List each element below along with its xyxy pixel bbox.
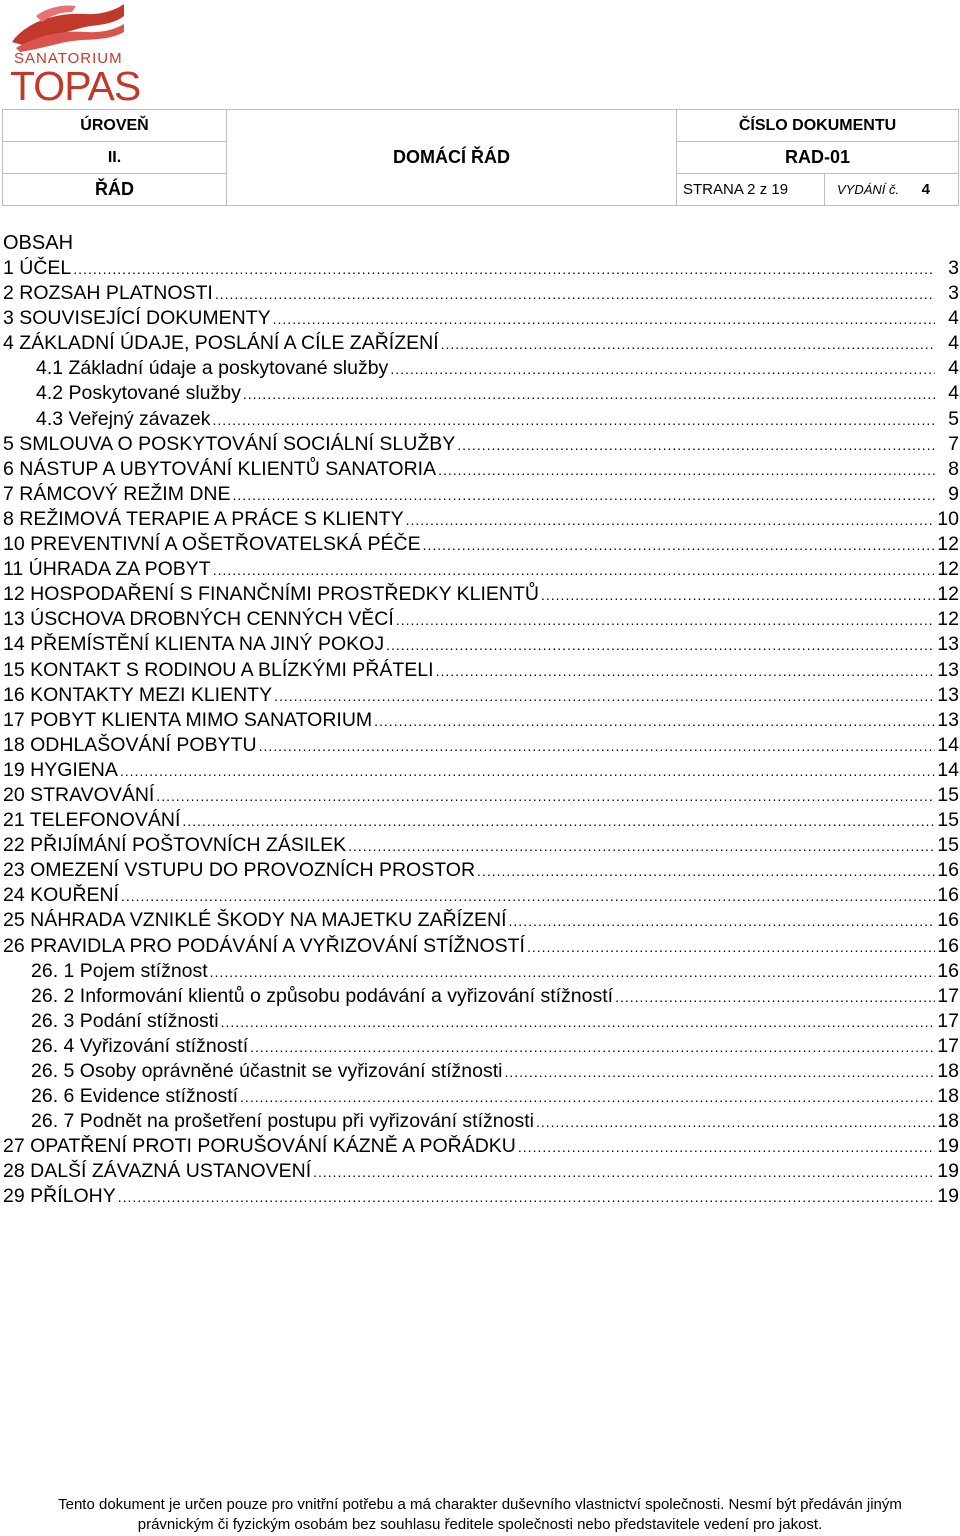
toc-entry[interactable] — [3, 607, 959, 632]
toc-dot-leader — [518, 1135, 935, 1160]
toc-entry-label: 25 NÁHRADA VZNIKLÉ ŠKODY NA MAJETKU ZAŘÍZENÍ — [3, 909, 507, 932]
toc-dot-leader — [396, 608, 935, 633]
toc-title: OBSAH — [3, 232, 74, 254]
toc-dot-leader — [505, 1060, 936, 1085]
toc-entry-label: 28 DALŠÍ ZÁVAZNÁ USTANOVENÍ — [3, 1160, 312, 1183]
document-type: ŘÁD — [3, 174, 227, 206]
toc-entry-label: 27 OPATŘENÍ PROTI PORUŠOVÁNÍ KÁZNĚ A POŘÁDKU — [3, 1135, 516, 1158]
footer-line-2: právnickým či fyzickým osobám bez souhlasu ředitele společnosti nebo představitele vedení pro jakost. — [137, 1516, 823, 1533]
toc-entry[interactable] — [3, 557, 959, 582]
toc-dot-leader — [250, 1035, 935, 1060]
toc-entry-page: 16 — [937, 859, 959, 882]
level-label: ÚROVEŇ — [3, 110, 227, 142]
toc-entry[interactable] — [3, 632, 959, 657]
toc-entry-label: 26. 5 Osoby oprávněné účastnit se vyřizování stížnosti — [31, 1060, 503, 1082]
toc-entry[interactable] — [3, 331, 959, 356]
toc-entry-page: 13 — [937, 658, 959, 681]
toc-dot-leader — [118, 1185, 935, 1210]
toc-entry-page: 9 — [948, 482, 959, 505]
toc-dot-leader — [438, 458, 935, 483]
toc-entry-label: 1 ÚČEL — [3, 257, 72, 279]
toc-entry[interactable] — [3, 808, 959, 833]
toc-entry-page: 19 — [937, 1185, 959, 1208]
company-logo — [6, 2, 141, 109]
toc-entry-page: 7 — [948, 432, 959, 455]
toc-entry[interactable] — [3, 532, 959, 557]
toc-entry-label: 12 HOSPODAŘENÍ S FINANČNÍMI PROSTŘEDKY KLIENTŮ — [3, 583, 539, 606]
logo-text-topas: TOPAS — [10, 63, 141, 109]
toc-entry-label: 4 ZÁKLADNÍ ÚDAJE, POSLÁNÍ A CÍLE ZAŘÍZENÍ — [3, 332, 439, 355]
confidentiality-footer — [0, 1495, 960, 1535]
toc-dot-leader — [273, 307, 935, 332]
toc-dot-leader — [436, 659, 935, 684]
toc-entry-page: 4 — [948, 382, 959, 405]
toc-entry-label: 4.1 Základní údaje a poskytované služby — [36, 357, 389, 380]
toc-entry-label: 26. 7 Podnět na prošetření postupu při vyřizování stížnosti — [31, 1110, 534, 1133]
footer-line-1: Tento dokument je určen pouze pro vnitřní potřebu a má charakter duševního vlastnictví společnosti. Nesmí být předáván jiným — [58, 1496, 902, 1513]
toc-entry[interactable] — [3, 256, 959, 281]
level-value: II. — [3, 142, 227, 174]
toc-entry-page: 17 — [937, 1034, 959, 1057]
toc-entry-page: 13 — [937, 633, 959, 656]
toc-entry-page: 16 — [937, 909, 959, 932]
toc-entry-label: 26. 3 Podání stížnosti — [31, 1009, 219, 1032]
toc-entry[interactable] — [3, 708, 959, 733]
toc-entry-label: 19 HYGIENA — [3, 758, 118, 781]
toc-entry-page: 19 — [937, 1160, 959, 1183]
toc-entry-label: 13 ÚSCHOVA DROBNÝCH CENNÝCH VĚCÍ — [3, 608, 394, 631]
toc-entry[interactable] — [3, 683, 959, 708]
toc-entry-page: 19 — [937, 1135, 959, 1158]
toc-dot-leader — [374, 709, 935, 734]
toc-entry-page: 4 — [948, 307, 959, 330]
toc-dot-leader — [527, 935, 935, 960]
toc-entry-label: 22 PŘIJÍMÁNÍ POŠTOVNÍCH ZÁSILEK — [3, 834, 347, 857]
toc-entry-label: 15 KONTAKT S RODINOU A BLÍZKÝMI PŘÁTELI — [3, 658, 434, 681]
toc-entry[interactable] — [3, 934, 959, 959]
toc-entry[interactable] — [3, 1134, 959, 1159]
toc-entry-label: 2 ROZSAH PLATNOSTI — [3, 282, 213, 305]
toc-dot-leader — [121, 884, 935, 909]
document-number-label: ČÍSLO DOKUMENTU — [677, 110, 959, 142]
toc-dot-leader — [441, 332, 935, 357]
toc-entry-page: 15 — [937, 809, 959, 832]
toc-entry[interactable] — [3, 984, 959, 1009]
toc-entry-label: 20 STRAVOVÁNÍ — [3, 783, 155, 806]
toc-entry[interactable] — [3, 482, 959, 507]
toc-entry[interactable] — [3, 758, 959, 783]
toc-entry-page: 14 — [937, 758, 959, 781]
toc-entry[interactable] — [3, 1009, 959, 1034]
toc-dot-leader — [423, 533, 935, 558]
toc-entry-page: 12 — [937, 558, 959, 581]
toc-entry-label: 16 KONTAKTY MEZI KLIENTY — [3, 683, 273, 706]
toc-entry-label: 26 PRAVIDLA PRO PODÁVÁNÍ A VYŘIZOVÁNÍ STÍŽNOSTÍ — [3, 934, 525, 957]
toc-entry-page: 17 — [937, 984, 959, 1007]
edition-cell — [825, 174, 959, 206]
document-title: DOMÁCÍ ŘÁD — [227, 110, 677, 206]
document-header-table — [2, 109, 959, 206]
toc-entry-label: 3 SOUVISEJÍCÍ DOKUMENTY — [3, 307, 271, 330]
toc-entry-page: 15 — [937, 783, 959, 806]
toc-entry[interactable] — [3, 356, 959, 381]
toc-entry-page: 10 — [937, 507, 959, 530]
toc-entry[interactable] — [3, 582, 959, 607]
toc-entry-label: 5 SMLOUVA O POSKYTOVÁNÍ SOCIÁLNÍ SLUŽBY — [3, 432, 456, 455]
toc-dot-leader — [221, 1010, 935, 1035]
toc-entry-label: 17 POBYT KLIENTA MIMO SANATORIUM — [3, 708, 373, 731]
toc-entry-page: 12 — [937, 583, 959, 606]
toc-dot-leader — [348, 834, 935, 859]
page-indicator: STRANA 2 z 19 — [677, 174, 825, 206]
toc-entry[interactable] — [3, 833, 959, 858]
toc-entry-label: 26. 6 Evidence stížností — [31, 1085, 239, 1108]
toc-entry[interactable] — [3, 1109, 959, 1134]
toc-entry[interactable] — [3, 1159, 959, 1184]
toc-dot-leader — [390, 357, 935, 382]
toc-entry[interactable] — [3, 457, 959, 482]
toc-entry-label: 10 PREVENTIVNÍ A OŠETŘOVATELSKÁ PÉČE — [3, 533, 421, 556]
toc-entry[interactable] — [3, 908, 959, 933]
toc-dot-leader — [259, 734, 935, 759]
toc-entry[interactable] — [3, 783, 959, 808]
toc-entry-page: 18 — [937, 1110, 959, 1133]
toc-entry-page: 5 — [948, 407, 959, 430]
toc-entry-label: 6 NÁSTUP A UBYTOVÁNÍ KLIENTŮ SANATORIA — [3, 457, 437, 480]
toc-entry[interactable] — [3, 883, 959, 908]
toc-entry-label: 23 OMEZENÍ VSTUPU DO PROVOZNÍCH PROSTOR — [3, 859, 476, 882]
toc-entry-label: 11 ÚHRADA ZA POBYT — [3, 558, 211, 581]
toc-entry[interactable] — [3, 507, 959, 532]
toc-dot-leader — [386, 633, 935, 658]
toc-entry-label: 18 ODHLAŠOVÁNÍ POBYTU — [3, 733, 257, 756]
toc-entry-label: 21 TELEFONOVÁNÍ — [3, 809, 181, 832]
toc-entry-label: 7 RÁMCOVÝ REŽIM DNE — [3, 482, 231, 505]
toc-dot-leader — [182, 809, 935, 834]
toc-entry[interactable] — [3, 1034, 959, 1059]
hands-logo-icon — [6, 2, 128, 52]
toc-dot-leader — [215, 282, 935, 307]
toc-entry-page: 16 — [937, 959, 959, 982]
toc-entry-page: 12 — [937, 533, 959, 556]
edition-value: 4 — [921, 180, 930, 198]
toc-list — [3, 256, 959, 1210]
toc-entry-page: 4 — [948, 332, 959, 355]
toc-entry-page: 12 — [937, 608, 959, 631]
toc-entry-label: 26. 4 Vyřizování stížností — [31, 1034, 249, 1057]
toc-dot-leader — [120, 759, 935, 784]
edition-label: VYDÁNÍ č. — [837, 181, 900, 197]
toc-entry-page: 18 — [937, 1085, 959, 1108]
toc-dot-leader — [274, 684, 935, 709]
toc-entry-label: 4.3 Veřejný závazek — [36, 407, 211, 430]
toc-dot-leader — [313, 1160, 935, 1185]
toc-entry[interactable] — [3, 733, 959, 758]
toc-dot-leader — [536, 1110, 935, 1135]
table-of-contents — [3, 231, 959, 1210]
toc-dot-leader — [509, 909, 935, 934]
logo-text-sanatorium: SANATORIUM — [14, 50, 123, 67]
toc-entry-page: 15 — [937, 834, 959, 857]
toc-entry-label: 29 PŘÍLOHY — [3, 1185, 116, 1208]
toc-entry[interactable] — [3, 658, 959, 683]
toc-entry-page: 17 — [937, 1009, 959, 1032]
toc-dot-leader — [210, 960, 935, 985]
toc-entry-page: 16 — [937, 934, 959, 957]
toc-entry-label: 24 KOUŘENÍ — [3, 884, 119, 907]
toc-entry-page: 3 — [948, 257, 959, 279]
toc-dot-leader — [406, 508, 935, 533]
toc-entry-label: 14 PŘEMÍSTĚNÍ KLIENTA NA JINÝ POKOJ — [3, 633, 385, 656]
toc-entry[interactable] — [3, 1084, 959, 1109]
toc-dot-leader — [541, 583, 935, 608]
document-number-value: RAD-01 — [677, 142, 959, 174]
toc-entry[interactable] — [3, 381, 959, 406]
toc-entry-page: 18 — [937, 1060, 959, 1082]
toc-dot-leader — [240, 1085, 935, 1110]
toc-dot-leader — [156, 784, 935, 809]
toc-entry[interactable] — [3, 306, 959, 331]
toc-entry[interactable] — [3, 858, 959, 883]
toc-dot-leader — [213, 558, 935, 583]
toc-dot-leader — [457, 433, 935, 458]
toc-dot-leader — [233, 483, 935, 508]
toc-entry-page: 13 — [937, 683, 959, 706]
toc-entry-page: 14 — [937, 733, 959, 756]
toc-entry-label: 26. 1 Pojem stížnost — [31, 959, 208, 982]
toc-entry[interactable] — [3, 1059, 959, 1084]
toc-entry-page: 13 — [937, 708, 959, 731]
toc-entry-page: 8 — [948, 457, 959, 480]
toc-entry-label: 8 REŽIMOVÁ TERAPIE A PRÁCE S KLIENTY — [3, 507, 404, 530]
toc-entry[interactable] — [3, 407, 959, 432]
toc-entry[interactable] — [3, 281, 959, 306]
toc-entry-page: 16 — [937, 884, 959, 907]
toc-dot-leader — [615, 985, 935, 1010]
toc-entry[interactable] — [3, 959, 959, 984]
toc-dot-leader — [213, 408, 935, 433]
toc-entry-page: 4 — [948, 357, 959, 380]
toc-dot-leader — [243, 382, 935, 407]
toc-entry[interactable] — [3, 432, 959, 457]
toc-entry-label: 26. 2 Informování klientů o způsobu podávání a vyřizování stížností — [31, 984, 614, 1007]
toc-dot-leader — [73, 257, 935, 282]
toc-dot-leader — [477, 859, 935, 884]
toc-entry[interactable] — [3, 1184, 959, 1209]
toc-entry-page: 3 — [948, 282, 959, 305]
toc-entry-label: 4.2 Poskytované služby — [36, 382, 241, 405]
